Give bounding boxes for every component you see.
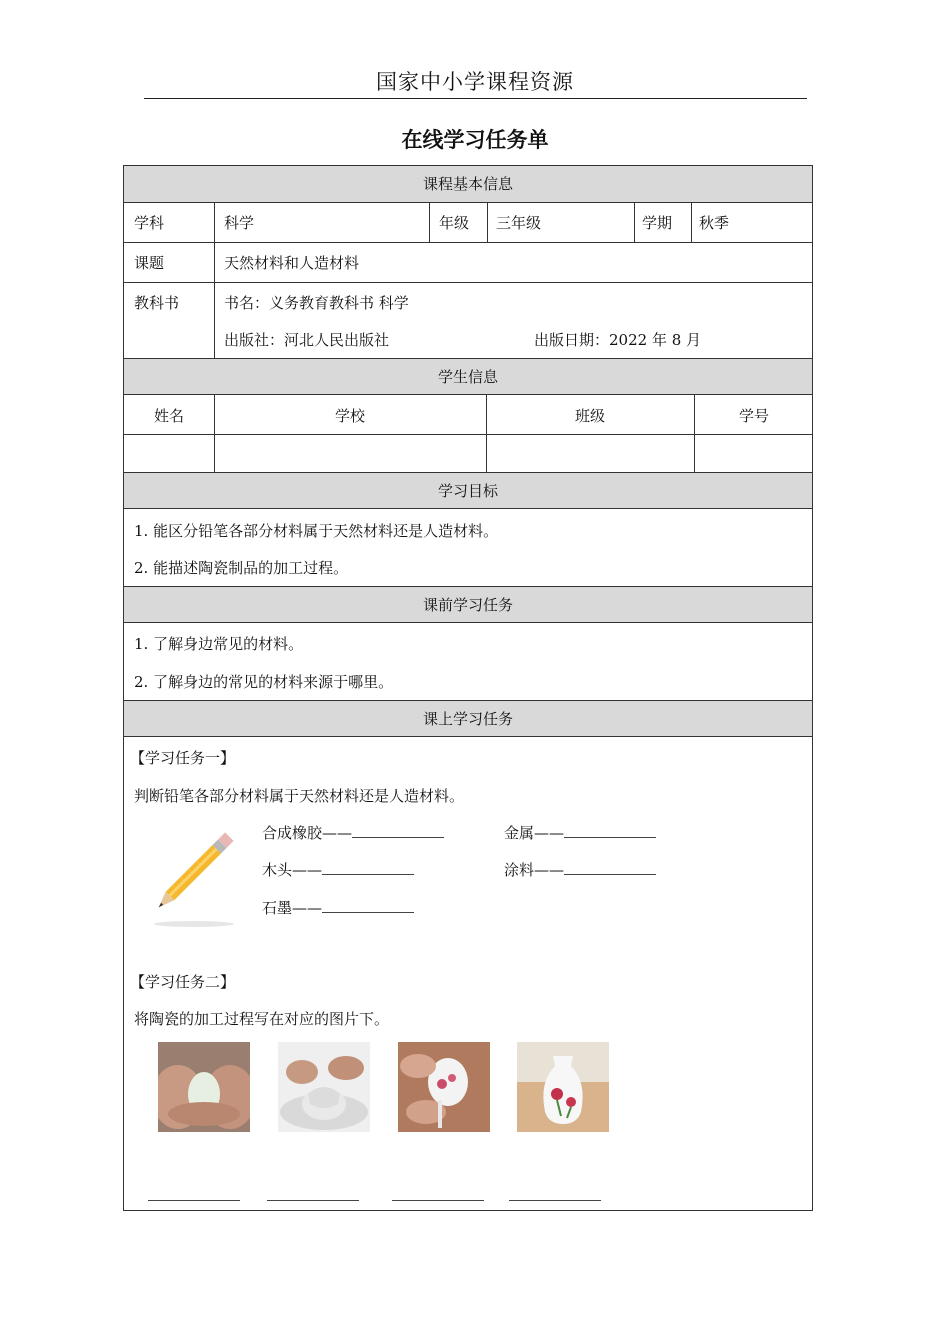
vase-painting-image xyxy=(398,1042,490,1132)
task2-title: 【学习任务二】 xyxy=(130,973,236,991)
grade-value: 三年级 xyxy=(496,214,542,232)
rubber-answer-blank[interactable] xyxy=(352,823,444,838)
task1-title: 【学习任务一】 xyxy=(130,749,236,767)
publisher: 出版社：河北人民出版社 xyxy=(224,331,390,349)
row-divider xyxy=(124,242,812,243)
book-name: 书名：义务教育教科书 科学 xyxy=(224,294,409,312)
grade-label: 年级 xyxy=(439,214,470,232)
step1-answer-blank[interactable] xyxy=(148,1186,240,1201)
paint-label: 涂料—— xyxy=(504,861,565,879)
step2-answer-blank[interactable] xyxy=(267,1186,359,1201)
pre-class-item: 2. 了解身边的常见的材料来源于哪里。 xyxy=(134,673,394,691)
name-input-cell[interactable] xyxy=(124,435,214,472)
textbook-label: 教科书 xyxy=(134,294,180,312)
task2-instruction: 将陶瓷的加工过程写在对应的图片下。 xyxy=(134,1010,390,1028)
term-value: 秋季 xyxy=(699,214,730,232)
student-id-column-header: 学号 xyxy=(738,407,769,425)
student-info-header: 学生信息 xyxy=(124,358,812,395)
subject-label: 学科 xyxy=(134,214,165,232)
pencil-image xyxy=(144,816,244,928)
term-label: 学期 xyxy=(642,214,673,232)
pre-class-item: 1. 了解身边常见的材料。 xyxy=(134,635,304,653)
document-title: 在线学习任务单 xyxy=(401,128,549,152)
wood-answer-blank[interactable] xyxy=(322,860,414,875)
task1-instruction: 判断铅笔各部分材料属于天然材料还是人造材料。 xyxy=(134,787,465,805)
finished-vase-image xyxy=(517,1042,609,1132)
topic-label: 课题 xyxy=(134,254,165,272)
metal-label: 金属—— xyxy=(504,824,565,842)
metal-answer-blank[interactable] xyxy=(564,823,656,838)
paint-answer-blank[interactable] xyxy=(564,860,656,875)
column-divider xyxy=(691,203,692,242)
rubber-item xyxy=(262,823,444,843)
class-column-header: 班级 xyxy=(574,407,605,425)
topic-value: 天然材料和人造材料 xyxy=(224,254,360,272)
publication-date: 出版日期：2022 年 8 月 xyxy=(534,331,702,349)
graphite-item xyxy=(262,898,414,918)
rubber-label: 合成橡胶—— xyxy=(262,824,353,842)
pre-class-header: 课前学习任务 xyxy=(124,586,812,623)
metal-item xyxy=(504,823,656,843)
pottery-wheel-image xyxy=(278,1042,370,1132)
objective-item: 2. 能描述陶瓷制品的加工过程。 xyxy=(134,559,349,577)
column-divider xyxy=(214,203,215,358)
class-input-cell[interactable] xyxy=(486,435,694,472)
objective-item: 1. 能区分铅笔各部分材料属于天然材料还是人造材料。 xyxy=(134,522,499,540)
site-title: 国家中小学课程资源 xyxy=(376,70,574,94)
clay-kneading-image xyxy=(158,1042,250,1132)
column-divider xyxy=(487,203,488,242)
course-info-header: 课程基本信息 xyxy=(124,166,812,203)
name-column-header: 姓名 xyxy=(153,407,184,425)
paint-item xyxy=(504,860,656,880)
header-divider xyxy=(144,98,807,99)
student-id-input-cell[interactable] xyxy=(694,435,814,472)
step4-answer-blank[interactable] xyxy=(509,1186,601,1201)
objectives-header: 学习目标 xyxy=(124,472,812,509)
wood-item xyxy=(262,860,414,880)
column-divider xyxy=(429,203,430,242)
step3-answer-blank[interactable] xyxy=(392,1186,484,1201)
graphite-label: 石墨—— xyxy=(262,899,323,917)
school-column-header: 学校 xyxy=(334,407,365,425)
column-divider xyxy=(634,203,635,242)
task-sheet-table xyxy=(123,165,813,1211)
subject-value: 科学 xyxy=(224,214,255,232)
wood-label: 木头—— xyxy=(262,861,323,879)
graphite-answer-blank[interactable] xyxy=(322,898,414,913)
school-input-cell[interactable] xyxy=(214,435,486,472)
in-class-header: 课上学习任务 xyxy=(124,700,812,737)
row-divider xyxy=(124,282,812,283)
